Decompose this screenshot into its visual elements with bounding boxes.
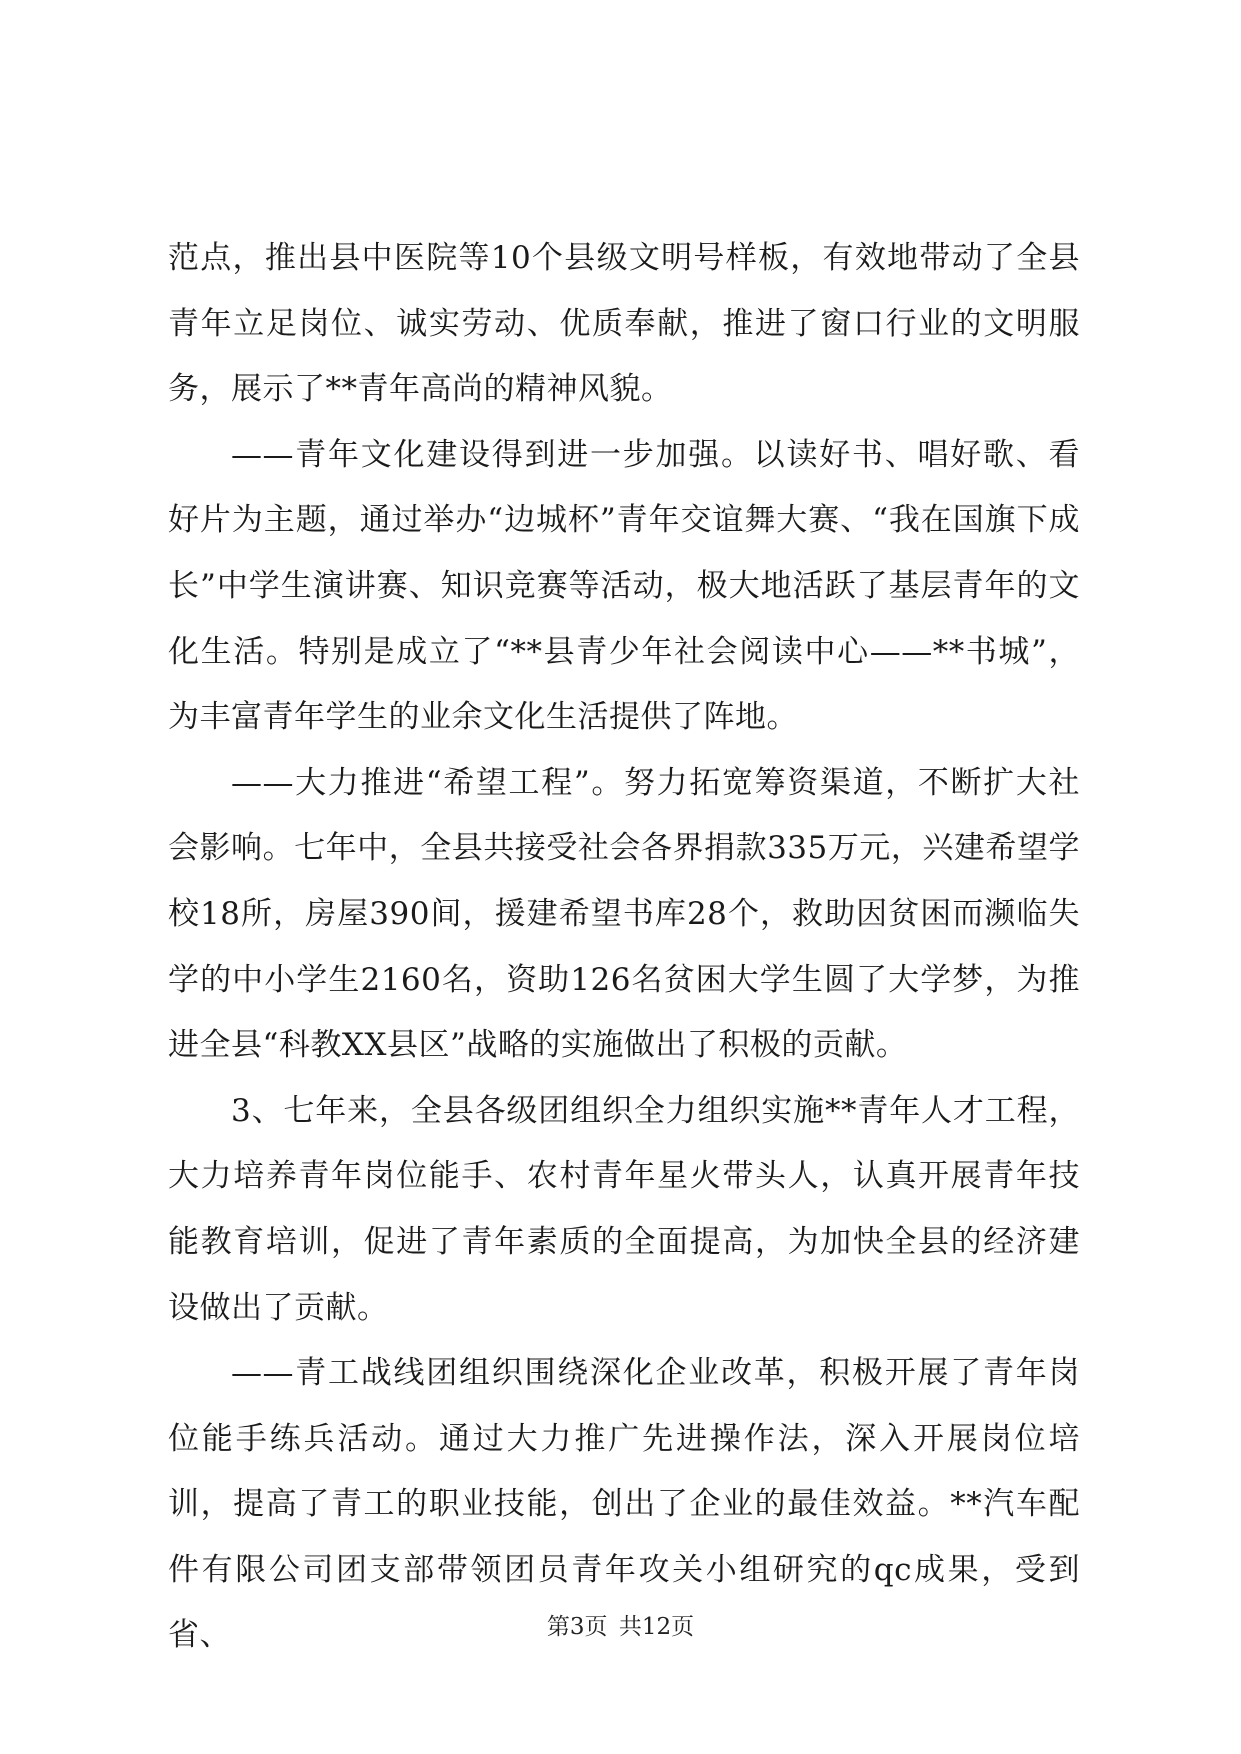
page-number: 第3页 xyxy=(546,1614,608,1640)
paragraph-1: 范点，推出县中医院等10个县级文明号样板，有效地带动了全县青年立足岗位、诚实劳动、优质奉献，推进了窗口行业的文明服务，展示了**青年高尚的精神风貌。 xyxy=(168,240,1080,408)
page-footer xyxy=(0,1612,1241,1642)
paragraph-4: 3、七年来，全县各级团组织全力组织实施**青年人才工程，大力培养青年岗位能手、农村青年星火带头人，认真开展青年技能教育培训，促进了青年素质的全面提高，为加快全县的经济建设做出了贡献。 xyxy=(168,1092,1080,1326)
paragraph-5: ——青工战线团组织围绕深化企业改革，积极开展了青年岗位能手练兵活动。通过大力推广先进操作法，深入开展岗位培训，提高了青工的职业技能，创出了企业的最佳效益。**汽车配件有限公司团支部带领团员青年攻关小组研究的qc成果，受到省、 xyxy=(168,1355,1080,1654)
document-body xyxy=(168,226,1080,1669)
paragraph-3: ——大力推进“希望工程”。努力拓宽筹资渠道，不断扩大社会影响。七年中，全县共接受社会各界捐款335万元，兴建希望学校18所，房屋390间，援建希望书库28个，救助因贫困而濒临失学的中小学生2160名，资助126名贫困大学生圆了大学梦，为推进全县“科教XX县区”战略的实施做出了积极的贡献。 xyxy=(168,764,1080,1064)
paragraph-2: ——青年文化建设得到进一步加强。以读好书、唱好歌、看好片为主题，通过举办“边城杯”青年交谊舞大赛、“我在国旗下成长”中学生演讲赛、知识竞赛等活动，极大地活跃了基层青年的文化生活。特别是成立了“**县青少年社会阅读中心——**书城”，为丰富青年学生的业余文化生活提供了阵地。 xyxy=(168,436,1080,736)
page-total: 共12页 xyxy=(618,1614,695,1640)
